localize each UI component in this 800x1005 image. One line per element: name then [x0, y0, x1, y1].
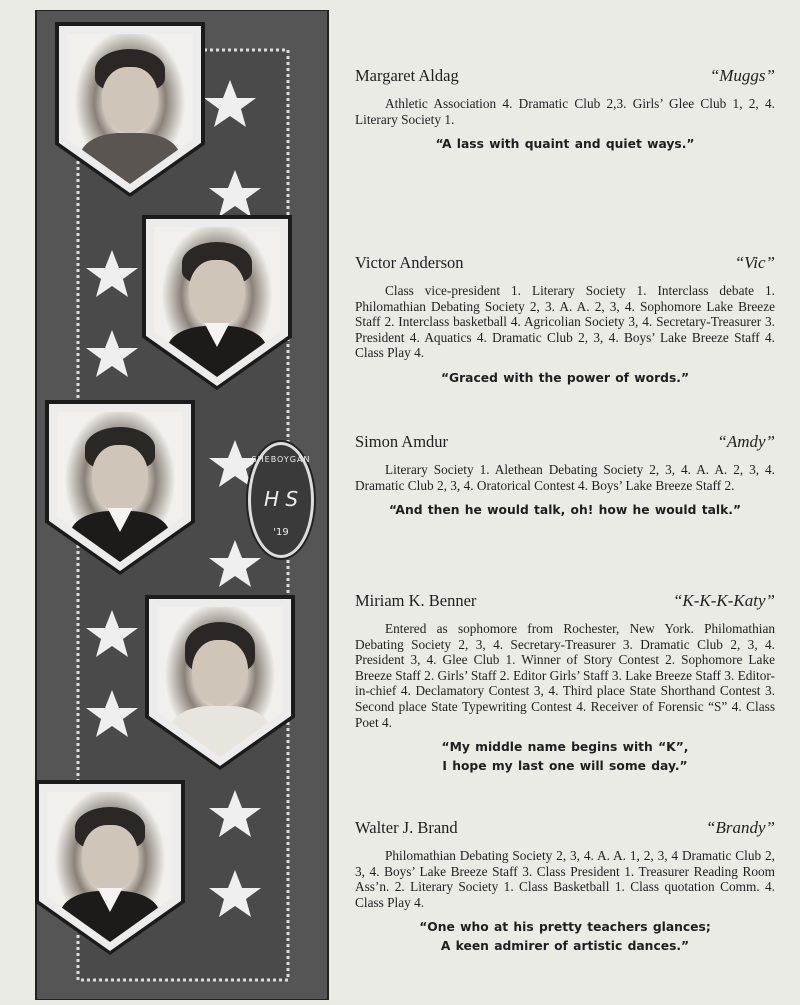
student-activities: Literary Society 1. Alethean Debating Society 2, 3, 4. A. A. 2, 3, 4. Dramatic Club 2, 3, 4. Oratorical Contest 4. Boys’ Lake Breeze Staff 2.	[355, 462, 775, 493]
student-nickname: “Brandy”	[706, 818, 775, 837]
quote-line: I hope my last one will some day.”	[442, 759, 688, 774]
student-entry	[355, 253, 775, 388]
student-name: Victor Anderson	[355, 253, 464, 272]
student-activities: Athletic Association 4. Dramatic Club 2,3. Girls’ Glee Club 1, 2, 4. Literary Society 1.	[355, 96, 775, 127]
student-quote	[355, 918, 775, 956]
student-name: Margaret Aldag	[355, 66, 459, 85]
student-nickname: “Muggs”	[709, 66, 775, 85]
student-entry	[355, 818, 775, 956]
student-entry	[355, 66, 775, 154]
student-name: Miriam K. Benner	[355, 591, 477, 610]
seal-top-text: SHEBOYGAN	[251, 455, 311, 464]
quote-line: “A lass with quaint and quiet ways.”	[435, 137, 695, 152]
quote-line: “And then he would talk, oh! how he would talk.”	[388, 503, 742, 518]
quote-line: A keen admirer of artistic dances.”	[440, 939, 690, 954]
student-quote	[355, 135, 775, 154]
student-name: Simon Amdur	[355, 432, 449, 451]
student-nickname: “Vic”	[734, 253, 775, 272]
seal-year: '19	[273, 527, 289, 538]
student-entry	[355, 591, 775, 776]
quote-line: “My middle name begins with “K”,	[441, 740, 689, 755]
student-activities: Class vice-president 1. Literary Society 1. Interclass debate 1. Philomathian Debating Society 2, 3. A. A. 2, 3, 4. Sophomore Lake Breeze Staff 2. Interclass basketball 4. Agricolian Society 3, 4. Secretary-Treasurer 3. President 4. Aquatics 4. Dramatic Club 2, 3, 4. Boys’ Lake Breeze Staff 4. Class Play 4.	[355, 283, 775, 361]
student-nickname: “Amdy”	[717, 432, 775, 451]
student-nickname: “K-K-K-Katy”	[672, 591, 775, 610]
school-seal	[248, 442, 314, 558]
quote-line: “Graced with the power of words.”	[440, 370, 690, 385]
student-quote	[355, 501, 775, 520]
student-quote	[355, 738, 775, 776]
seal-letters: H S	[263, 487, 299, 511]
student-activities: Philomathian Debating Society 2, 3, 4. A. A. 1, 2, 3, 4 Dramatic Club 2, 3, 4. Boys’ Lake Breeze Staff 3. Class President 1. Treasurer Reading Room Ass’n. 2. Literary Society 1. Class Basketball 1. Class quotation Comm. 4. Class Play 4.	[355, 848, 775, 910]
student-quote	[355, 369, 775, 388]
photo-panel	[30, 10, 330, 1000]
student-activities: Entered as sophomore from Rochester, New York. Philomathian Debating Society 2, 3, 4. Secretary-Treasurer 3. Dramatic Club 2, 3, 4. President 3, 4. Glee Club 1. Winner of Story Contest 2. Sophomore Lake Breeze Staff 2. Girls’ Staff 2. Editor Girls’ Staff 3. Lake Breeze Staff 3. Editor-in-chief 4. Declamatory Contest 3, 4. Third place State Shorthand Contest 3. Second place State Typewriting Contest 4. Receiver of Forensic “S” 4. Class Poet 4.	[355, 621, 775, 730]
quote-line: “One who at his pretty teachers glances;	[419, 920, 711, 935]
student-name: Walter J. Brand	[355, 818, 458, 837]
student-entry	[355, 432, 775, 520]
